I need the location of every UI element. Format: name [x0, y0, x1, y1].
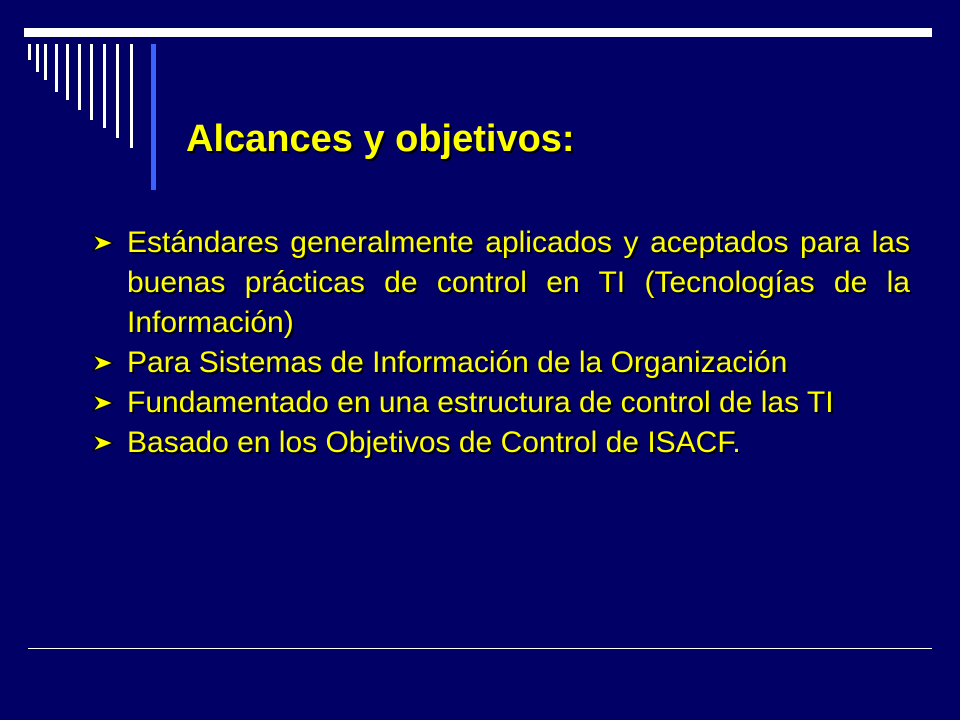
bullet-list	[90, 223, 910, 463]
stripe	[116, 44, 119, 138]
stripe	[130, 44, 133, 148]
stripe	[44, 44, 47, 80]
list-item	[90, 223, 910, 343]
arrowhead-bullet-icon	[90, 223, 120, 263]
bullet-text: Basado en los Objetivos de Control de ISACF.	[127, 426, 741, 459]
stripe	[103, 44, 106, 128]
arrowhead-bullet-icon	[90, 423, 120, 463]
bottom-rule	[28, 648, 932, 649]
stripe-accent	[151, 44, 156, 190]
bullet-text: Estándares generalmente aplicados y aceptados para las buenas prácticas de control en TI (Tecnologías de la Información)	[127, 226, 910, 339]
list-item	[90, 343, 910, 383]
bullet-text: Para Sistemas de Información de la Organización	[127, 346, 788, 379]
list-item	[90, 423, 910, 463]
arrowhead-bullet-icon	[90, 343, 120, 383]
stripe	[55, 44, 58, 92]
stripe	[66, 44, 69, 100]
stripe	[28, 44, 31, 60]
bullet-text: Fundamentado en una estructura de control de las TI	[127, 386, 834, 419]
arrowhead-bullet-icon	[90, 383, 120, 423]
stripe	[78, 44, 81, 110]
stripe	[90, 44, 93, 120]
top-rule	[24, 28, 932, 37]
decorative-stripes	[0, 0, 160, 200]
page-title: Alcances y objetivos:	[186, 118, 575, 160]
list-item	[90, 383, 910, 423]
stripe	[36, 44, 39, 72]
